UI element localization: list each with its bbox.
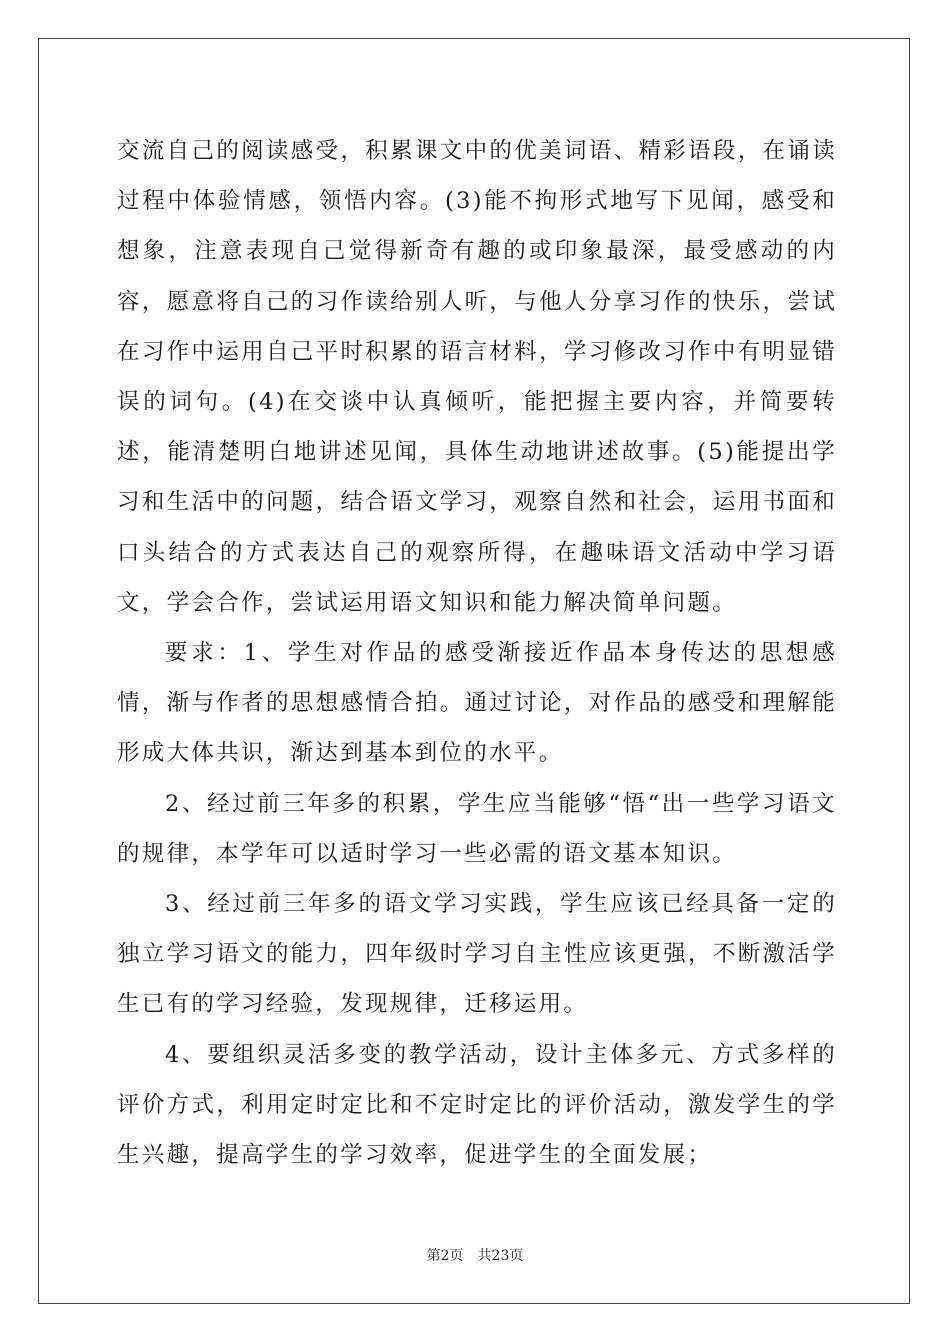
document-body xyxy=(117,126,837,1180)
paragraph-3: 2、经过前三年多的积累，学生应当能够“悟“出一些学习语文的规律，本学年可以适时学习一些必需的语文基本知识。 xyxy=(117,790,837,867)
paragraph-1: 交流自己的阅读感受，积累课文中的优美词语、精彩语段，在诵读过程中体验情感，领悟内容。(3)能不拘形式地写下见闻，感受和想象，注意表现自己觉得新奇有趣的或印象最深，最受感动的内容，愿意将自己的习作读给别人听，与他人分享习作的快乐，尝试在习作中运用自己平时积累的语言材料，学习修改习作中有明显错误的词句。(4)在交谈中认真倾听，能把握主要内容，并简要转述，能清楚明白地讲述见闻，具体生动地讲述故事。(5)能提出学习和生活中的问题，结合语文学习，观察自然和社会，运用书面和口头结合的方式表达自己的观察所得，在趣味语文活动中学习语文，学会合作，尝试运用语文知识和能力解决简单问题。 xyxy=(117,138,837,616)
paragraph-2: 要求：1、学生对作品的感受渐接近作品本身传达的思想感情，渐与作者的思想感情合拍。通过讨论，对作品的感受和理解能形成大体共识，渐达到基本到位的水平。 xyxy=(117,640,837,767)
paragraph-5: 4、要组织灵活多变的教学活动，设计主体多元、方式多样的评价方式，利用定时定比和不定时定比的评价活动，激发学生的学生兴趣，提高学生的学习效率，促进学生的全面发展； xyxy=(117,1041,837,1169)
page-number-footer: 第2页 共23页 xyxy=(426,1248,524,1264)
paragraph-4: 3、经过前三年多的语文学习实践，学生应该已经具备一定的独立学习语文的能力，四年级时学习自主性应该更强，不断激活学生已有的学习经验，发现规律，迁移运用。 xyxy=(117,891,837,1018)
